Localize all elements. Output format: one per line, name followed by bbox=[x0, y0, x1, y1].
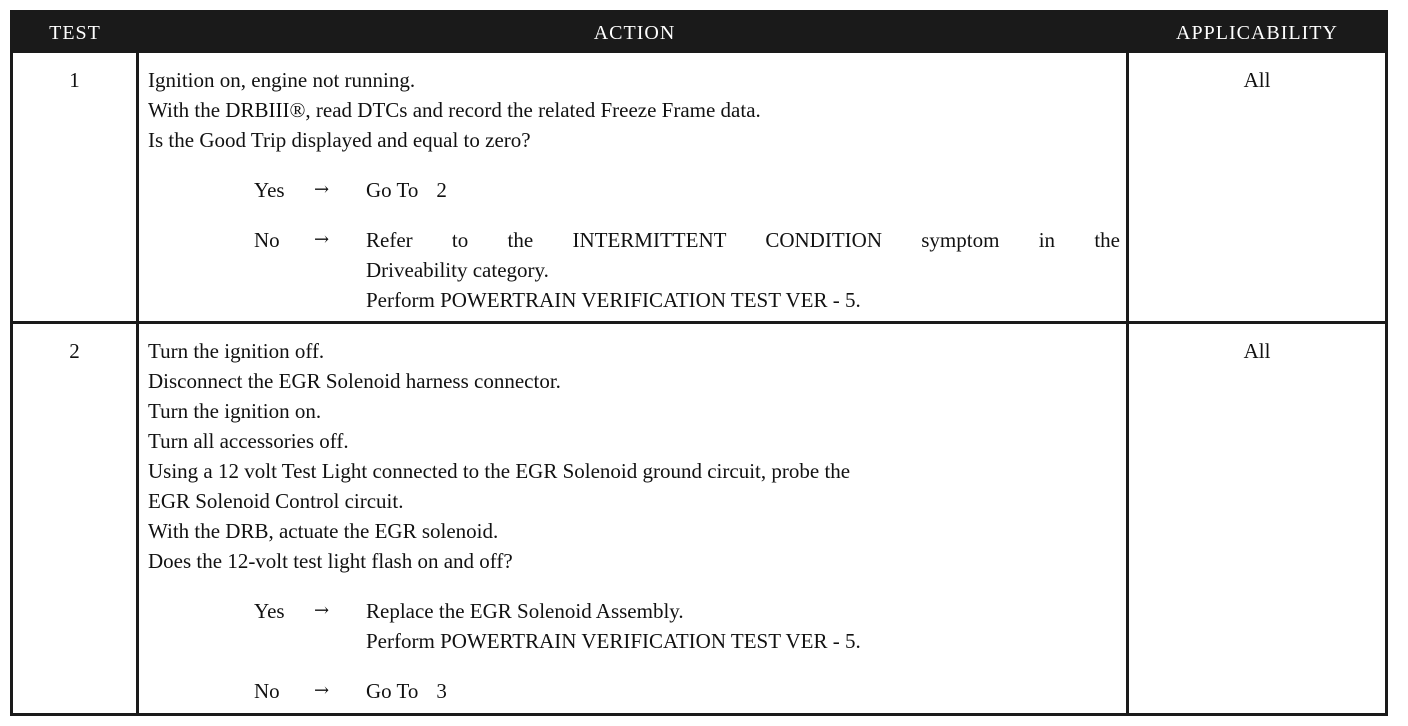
action-line: Turn all accessories off. bbox=[148, 429, 349, 453]
table-header bbox=[13, 13, 1385, 53]
header-test: TEST bbox=[49, 22, 101, 44]
test-number: 2 bbox=[69, 339, 80, 363]
choice-result bbox=[366, 596, 1120, 656]
choice-yes bbox=[254, 175, 1120, 205]
test-number: 1 bbox=[69, 68, 80, 92]
header-action: ACTION bbox=[593, 22, 676, 44]
action-line: With the DRBIII®, read DTCs and record the related Freeze Frame data. bbox=[148, 98, 761, 122]
choice-no bbox=[254, 676, 1120, 706]
choice-no bbox=[254, 225, 1120, 315]
diagnostic-test-table bbox=[10, 10, 1388, 716]
applicability-value: All bbox=[1243, 339, 1271, 363]
choice-result bbox=[366, 225, 1120, 315]
choice-label: Yes bbox=[254, 178, 285, 202]
arrow-right-icon: → bbox=[314, 179, 330, 200]
choice-line: Replace the EGR Solenoid Assembly. bbox=[366, 599, 684, 623]
action-line: Using a 12 volt Test Light connected to the EGR Solenoid ground circuit, probe the bbox=[148, 459, 851, 483]
action-line: Turn the ignition on. bbox=[148, 399, 322, 423]
choice-label: No bbox=[254, 228, 280, 252]
goto-text: Go To bbox=[366, 679, 419, 703]
choice-result bbox=[366, 175, 1120, 205]
choice-line: Perform POWERTRAIN VERIFICATION TEST VER - 5. bbox=[366, 288, 861, 312]
action-line: Is the Good Trip displayed and equal to zero? bbox=[148, 128, 531, 152]
arrow-right-icon: → bbox=[314, 680, 330, 701]
arrow-right-icon: → bbox=[314, 600, 330, 621]
action-line: Does the 12-volt test light flash on and off? bbox=[148, 549, 513, 573]
goto-text: Go To bbox=[366, 178, 419, 202]
action-line: Turn the ignition off. bbox=[148, 339, 325, 363]
action-line: With the DRB, actuate the EGR solenoid. bbox=[148, 519, 499, 543]
action-line: EGR Solenoid Control circuit. bbox=[148, 489, 404, 513]
arrow-right-icon: → bbox=[314, 229, 330, 250]
applicability-value: All bbox=[1243, 68, 1271, 92]
action-cell bbox=[148, 65, 1120, 315]
goto-number: 2 bbox=[436, 178, 447, 202]
header-applicability: APPLICABILITY bbox=[1176, 22, 1338, 44]
choice-label: No bbox=[254, 679, 280, 703]
choice-yes bbox=[254, 596, 1120, 656]
action-line: Disconnect the EGR Solenoid harness connector. bbox=[148, 369, 561, 393]
choice-line: Perform POWERTRAIN VERIFICATION TEST VER - 5. bbox=[366, 629, 861, 653]
choice-line: Driveability category. bbox=[366, 258, 549, 282]
choice-label: Yes bbox=[254, 599, 285, 623]
table-row bbox=[13, 53, 1385, 321]
choice-result bbox=[366, 676, 1120, 706]
choice-line: Refer to the INTERMITTENT CONDITION symptom in the bbox=[366, 228, 1120, 252]
goto-number: 3 bbox=[436, 679, 447, 703]
table-row bbox=[13, 324, 1385, 713]
action-line: Ignition on, engine not running. bbox=[148, 68, 416, 92]
action-cell bbox=[148, 336, 1120, 706]
